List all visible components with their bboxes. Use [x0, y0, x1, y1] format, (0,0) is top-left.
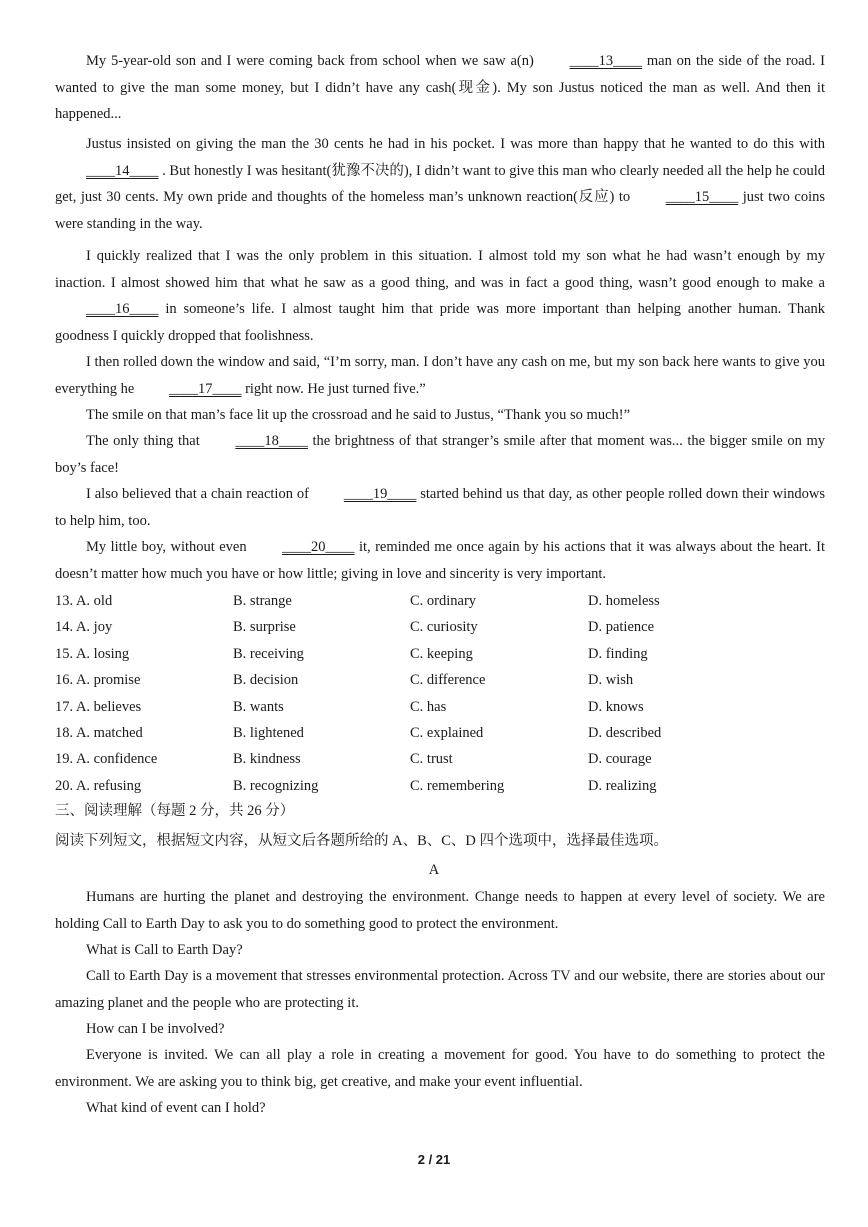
option-b: B. recognizing [233, 777, 319, 794]
option-d: D. described [588, 724, 662, 741]
option-a: 15. A. losing [55, 645, 130, 662]
text: man on the side of the road. I wanted to give the man some money, but I didn’t have any cash(现金). My son Justus noticed the man as well. And then it happened... [55, 53, 826, 122]
option-b: B. surprise [233, 619, 296, 636]
option-c: C. has [410, 698, 447, 715]
option-row-15 [55, 641, 835, 667]
option-a: 20. A. refusing [55, 777, 142, 794]
text: started behind us that day, as other people rolled down their windows to help him, too. [55, 486, 825, 529]
text: The only thing that [86, 433, 205, 449]
option-c: C. curiosity [410, 619, 478, 636]
text: the brightness of that stranger’s smile after that moment was... the bigger smile on my boy’s face! [55, 433, 825, 476]
option-d: D. finding [588, 645, 648, 662]
option-a: 17. A. believes [55, 698, 142, 715]
option-b: B. decision [233, 672, 299, 689]
option-d: D. courage [588, 751, 652, 768]
blank-18: ____18____ [235, 433, 308, 449]
option-a: 13. A. old [55, 593, 113, 609]
paragraph-2 [55, 131, 825, 237]
blank-20: ____20____ [282, 539, 355, 555]
passage-a-question-2: How can I be involved? [86, 1021, 225, 1037]
blank-17: ____17____ [168, 380, 242, 397]
passage-label: A [428, 862, 440, 878]
option-row-17 [55, 694, 835, 720]
option-row-19 [55, 746, 835, 772]
option-d: D. wish [588, 672, 634, 689]
option-c: C. ordinary [410, 593, 477, 609]
text: I then rolled down the window and said, “I’m sorry, man. I don’t have any cash on me, but my son back here wants to give you everything he [55, 354, 825, 397]
text: I also believed that a chain reaction of [86, 486, 313, 502]
page-number: 2 / 21 [417, 1152, 451, 1167]
passage-a-question-3: What kind of event can I hold? [86, 1100, 266, 1116]
option-d: D. patience [588, 619, 655, 636]
text: . But honestly I was hesitant(犹豫不决的), I didn’t want to give this man who clearly needed all the help he could get, just 30 cents. My own pride and thoughts of the homeless man’s unknown reaction(反应) to [55, 162, 825, 205]
text: Justus insisted on giving the man the 30 cents he had in his pocket. I was more than happy that he wanted to do this with [86, 136, 825, 152]
text: just two coins were standing in the way. [55, 189, 826, 232]
option-b: B. strange [233, 593, 292, 609]
option-c: C. trust [410, 751, 453, 768]
option-a: 18. A. matched [55, 724, 143, 741]
paragraph-3 [55, 243, 825, 349]
option-row-16 [55, 667, 835, 693]
blank-15: ____15____ [665, 189, 739, 205]
text: in someone’s life. I almost taught him that pride was more important than helping another human. Thank goodness I quickly dropped that foolishness. [55, 301, 825, 344]
option-b: B. kindness [233, 751, 301, 768]
text: it, reminded me once again by his actions that it was always about the heart. It doesn’t matter how much you have or how little; giving in love and sincerity is very important. [55, 539, 825, 582]
section-instruction: 阅读下列短文，根据短文内容，从短文后各题所给的 A、B、C、D 四个选项中，选择最佳选项。 [55, 833, 669, 849]
option-d: D. knows [588, 698, 644, 715]
option-b: B. lightened [233, 724, 304, 741]
blank-19: ____19____ [343, 486, 417, 502]
paragraph-8 [55, 534, 825, 587]
text: My little boy, without even [86, 539, 252, 555]
blank-14: ____14____ [86, 162, 159, 179]
text: My 5-year-old son and I were coming back from school when we saw a(n) [86, 53, 539, 69]
paragraph-4 [55, 349, 825, 402]
passage-a-paragraph-2: Call to Earth Day is a movement that stresses environmental protection. Across TV and our website, there are stories about our amazing planet and the people who are protecting it. [55, 968, 825, 1011]
text: I quickly realized that I was the only problem in this situation. I almost told my son what he had wasn’t enough by my inaction. I almost showed him that what he saw as a good thing, and was in fact a good thing, wasn’t good enough to make a [55, 248, 825, 291]
paragraph-7 [55, 481, 825, 534]
option-b: B. wants [233, 698, 284, 715]
text: right now. He just turned five.” [241, 380, 426, 397]
option-a: 16. A. promise [55, 672, 141, 689]
option-a: 14. A. joy [55, 619, 113, 636]
option-row-14 [55, 614, 835, 640]
text: The smile on that man’s face lit up the crossroad and he said to Justus, “Thank you so much!” [86, 407, 631, 423]
blank-16: ____16____ [86, 301, 159, 317]
option-d: D. homeless [588, 593, 660, 609]
option-c: C. keeping [410, 645, 473, 662]
option-row-13 [55, 588, 835, 614]
passage-a-question-1: What is Call to Earth Day? [86, 942, 243, 958]
paragraph-6 [55, 428, 825, 481]
passage-a-paragraph-3: Everyone is invited. We can all play a role in creating a movement for good. You have to do something to protect the environment. We are asking you to think big, get creative, and make your event influential. [55, 1047, 825, 1090]
blank-13: ____13____ [569, 53, 643, 69]
option-c: C. explained [410, 724, 484, 741]
option-d: D. realizing [588, 777, 657, 794]
option-row-20 [55, 773, 835, 799]
passage-a-paragraph-1: Humans are hurting the planet and destroying the environment. Change needs to happen at every level of society. We are holding Call to Earth Day to ask you to do something good to protect the environment. [55, 889, 825, 932]
option-b: B. receiving [233, 645, 304, 662]
option-c: C. difference [410, 672, 486, 689]
option-row-18 [55, 720, 835, 746]
section-heading: 三、阅读理解（每题 2 分，共 26 分） [55, 803, 295, 819]
option-a: 19. A. confidence [55, 751, 158, 768]
option-c: C. remembering [410, 777, 505, 794]
paragraph-1 [55, 48, 825, 128]
paragraph-5 [55, 402, 825, 429]
answer-options [55, 588, 835, 799]
